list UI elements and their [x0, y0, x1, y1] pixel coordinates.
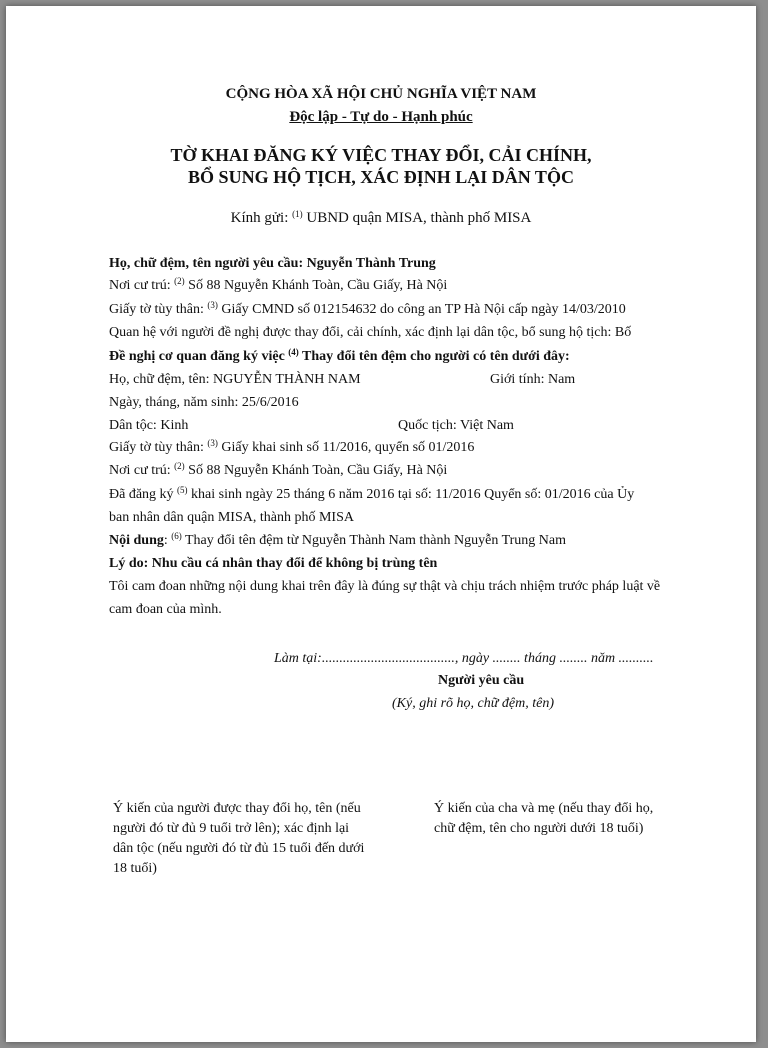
subject-residence-note: (2) — [174, 461, 185, 471]
recipient-line — [6, 210, 756, 227]
requester-relation: Bố — [614, 325, 632, 340]
subject-id-label: Giấy tờ tùy thân: — [109, 440, 204, 455]
reason-label: Lý do: — [109, 556, 149, 571]
subject-nationality-label: Quốc tịch: — [398, 418, 457, 433]
subject-registered-text1: khai sinh ngày 25 tháng 6 năm 2016 tại số: 11/2016 Quyển số: 01/2016 của Ủy — [191, 487, 635, 502]
subject-name: NGUYỄN THÀNH NAM — [213, 372, 361, 387]
requester-residence-note: (2) — [174, 276, 185, 286]
content-colon: : — [163, 533, 168, 548]
subject-gender-label: Giới tính: — [490, 372, 545, 387]
opinion-left-line2: người đó từ đủ 9 tuổi trở lên); xác định lại — [113, 821, 350, 836]
requester-relation-label: Quan hệ với người đề nghị được thay đổi, cải chính, xác định lại dân tộc, bổ sung hộ tịch: — [109, 325, 612, 340]
subject-id-note: (3) — [207, 438, 218, 448]
requester-id-note: (3) — [207, 300, 218, 310]
opinion-left-line3: dân tộc (nếu người đó từ đủ 15 tuổi đến dưới — [113, 841, 365, 856]
opinion-right-line1: Ý kiến của cha và mẹ (nếu thay đổi họ, — [434, 801, 654, 816]
subject-gender-line — [490, 372, 575, 388]
request-label: Đề nghị cơ quan đăng ký việc — [109, 349, 285, 364]
subject-registered-line1 — [109, 487, 634, 503]
form-title-line2: BỔ SUNG HỘ TỊCH, XÁC ĐỊNH LẠI DÂN TỘC — [188, 167, 574, 187]
pledge-line1: Tôi cam đoan những nội dung khai trên đây là đúng sự thật và chịu trách nhiệm trước pháp luật về — [109, 579, 661, 594]
subject-residence-label: Nơi cư trú: — [109, 463, 171, 478]
recipient-value: UBND quận MISA, thành phố MISA — [306, 210, 532, 226]
content-value: Thay đổi tên đệm từ Nguyễn Thành Nam thành Nguyễn Trung Nam — [185, 533, 567, 548]
subject-registered-label: Đã đăng ký — [109, 487, 174, 502]
subject-ethnicity-line — [109, 418, 188, 434]
subject-nationality: Việt Nam — [459, 418, 514, 433]
subject-id-line — [109, 440, 474, 456]
subject-ethnicity: Kinh — [160, 418, 189, 433]
requester-name: Nguyễn Thành Trung — [306, 256, 436, 271]
motto — [6, 109, 756, 126]
national-title: CỘNG HÒA XÃ HỘI CHỦ NGHĨA VIỆT NAM — [225, 86, 537, 102]
request-line — [109, 349, 570, 365]
subject-gender: Nam — [547, 372, 576, 387]
subject-dob-label: Ngày, tháng, năm sinh: — [109, 395, 239, 410]
subject-residence: Số 88 Nguyễn Khánh Toàn, Cầu Giấy, Hà Nội — [188, 463, 448, 478]
document-page — [6, 6, 756, 1042]
requester-id-line — [109, 302, 626, 318]
opinion-left-line1: Ý kiến của người được thay đổi họ, tên (nếu — [113, 801, 361, 816]
pledge-line2: cam đoan của mình. — [109, 602, 222, 617]
motto-text: Độc lập - Tự do - Hạnh phúc — [289, 109, 473, 125]
signature-title: Người yêu cầu — [438, 673, 525, 688]
subject-residence-line — [109, 463, 447, 479]
requester-residence-line — [109, 278, 447, 294]
content-line — [109, 533, 566, 549]
subject-name-line — [109, 372, 361, 388]
requester-residence: Số 88 Nguyễn Khánh Toàn, Cầu Giấy, Hà Nội — [188, 278, 448, 293]
request-value: Thay đổi tên đệm cho người có tên dưới đây: — [302, 349, 570, 364]
form-title-line1: TỜ KHAI ĐĂNG KÝ VIỆC THAY ĐỔI, CẢI CHÍNH, — [170, 145, 592, 165]
requester-residence-label: Nơi cư trú: — [109, 278, 171, 293]
subject-ethnicity-label: Dân tộc: — [109, 418, 157, 433]
signature-hint: (Ký, ghi rõ họ, chữ đệm, tên) — [392, 696, 554, 711]
recipient-note: (1) — [292, 209, 303, 219]
subject-dob: 25/6/2016 — [241, 395, 299, 410]
content-label: Nội dung — [109, 533, 164, 548]
subject-name-label: Họ, chữ đệm, tên: — [109, 372, 210, 387]
requester-name-line — [109, 256, 436, 272]
reason-line — [109, 556, 437, 572]
request-note: (4) — [288, 347, 299, 357]
requester-relation-line — [109, 325, 631, 341]
opinion-right-line2: chữ đệm, tên cho người dưới 18 tuổi) — [434, 821, 644, 836]
reason-value: Nhu cầu cá nhân thay đổi để không bị trùng tên — [151, 556, 438, 571]
subject-dob-line — [109, 395, 299, 411]
requester-id-doc: Giấy CMND số 012154632 do công an TP Hà Nội cấp ngày 14/03/2010 — [221, 302, 626, 317]
signature-place-line: Làm tại:......................................, ngày ........ tháng ........ năm .......... — [274, 651, 654, 666]
recipient-label: Kính gửi: — [230, 210, 289, 226]
requester-name-label: Họ, chữ đệm, tên người yêu cầu: — [109, 256, 304, 271]
subject-registered-line2: ban nhân dân quận MISA, thành phố MISA — [109, 510, 354, 525]
requester-id-label: Giấy tờ tùy thân: — [109, 302, 204, 317]
subject-id-doc: Giấy khai sinh số 11/2016, quyển số 01/2016 — [221, 440, 475, 455]
subject-registered-note: (5) — [177, 485, 188, 495]
content-note: (6) — [171, 531, 182, 541]
opinion-left-line4: 18 tuổi) — [113, 861, 157, 876]
subject-nationality-line — [398, 418, 514, 434]
